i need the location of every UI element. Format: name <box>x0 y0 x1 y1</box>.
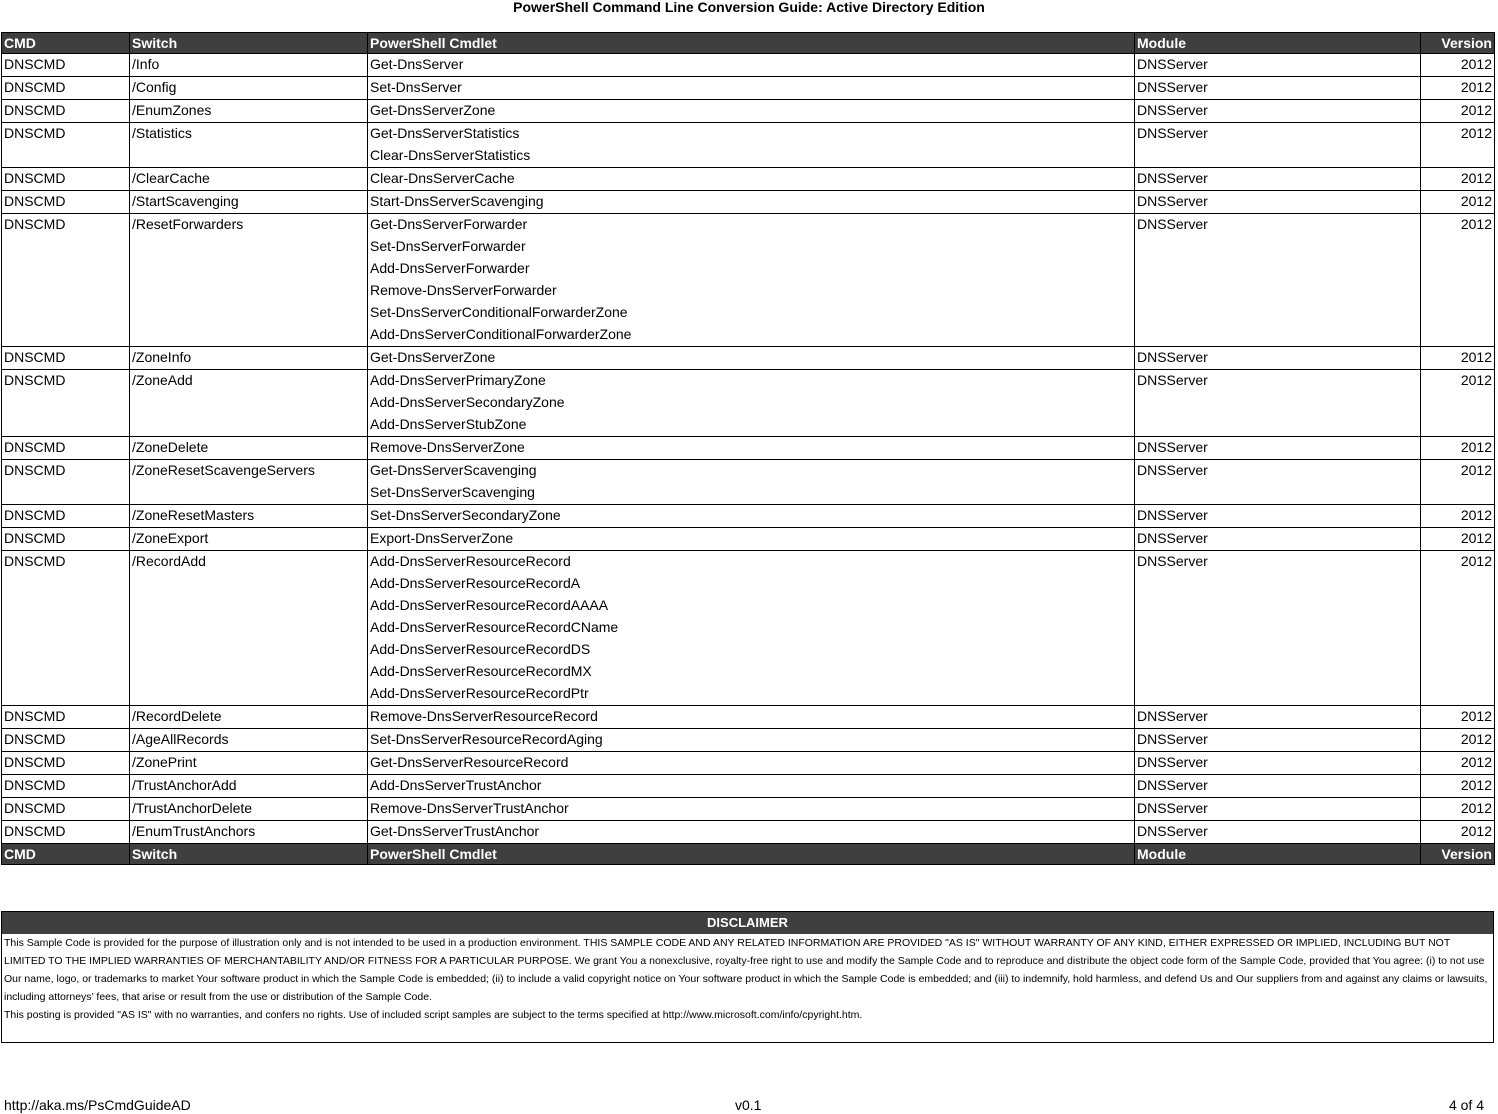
table-row <box>2 798 1495 821</box>
cell-switch: /ZoneInfo <box>130 347 368 370</box>
cell-switch: /EnumTrustAnchors <box>130 821 368 844</box>
cell-module: DNSServer <box>1135 168 1421 191</box>
cell-cmd: DNSCMD <box>2 437 130 460</box>
cell-cmdlets <box>368 460 1135 505</box>
footer-header-cmdlet: PowerShell Cmdlet <box>368 844 1135 865</box>
table-row <box>2 54 1495 77</box>
cell-cmd: DNSCMD <box>2 729 130 752</box>
cell-version: 2012 <box>1421 123 1495 168</box>
cell-version: 2012 <box>1421 370 1495 437</box>
footer-header-module: Module <box>1135 844 1421 865</box>
cell-module: DNSServer <box>1135 505 1421 528</box>
cell-cmdlets <box>368 54 1135 77</box>
cmdlet-name: Get-DnsServerForwarder <box>370 216 528 232</box>
cell-version: 2012 <box>1421 54 1495 77</box>
cell-cmdlets <box>368 528 1135 551</box>
cmdlet-name: Add-DnsServerResourceRecord <box>370 553 571 569</box>
table-row <box>2 505 1495 528</box>
cell-cmdlets <box>368 752 1135 775</box>
cell-version: 2012 <box>1421 77 1495 100</box>
cell-switch: /ClearCache <box>130 168 368 191</box>
cell-version: 2012 <box>1421 214 1495 347</box>
cell-switch: /ZonePrint <box>130 752 368 775</box>
cell-switch: /Info <box>130 54 368 77</box>
table-row <box>2 347 1495 370</box>
cell-cmdlets <box>368 821 1135 844</box>
cell-cmd: DNSCMD <box>2 798 130 821</box>
cmdlet-name: Add-DnsServerResourceRecordMX <box>370 663 592 679</box>
cmdlet-name: Add-DnsServerStubZone <box>370 416 527 432</box>
cell-version: 2012 <box>1421 100 1495 123</box>
cell-cmdlets <box>368 505 1135 528</box>
cell-switch: /RecordAdd <box>130 551 368 706</box>
command-table <box>1 32 1495 865</box>
cmdlet-name: Remove-DnsServerTrustAnchor <box>370 800 569 816</box>
table-row <box>2 706 1495 729</box>
footer-header-switch: Switch <box>130 844 368 865</box>
cell-switch: /RecordDelete <box>130 706 368 729</box>
cmdlet-name: Set-DnsServerScavenging <box>370 484 535 500</box>
cell-cmdlets <box>368 214 1135 347</box>
cmdlet-name: Get-DnsServerStatistics <box>370 125 520 141</box>
table-row <box>2 168 1495 191</box>
cell-version: 2012 <box>1421 798 1495 821</box>
cmdlet-name: Clear-DnsServerCache <box>370 170 515 186</box>
cmdlet-name: Export-DnsServerZone <box>370 530 514 546</box>
header-cmd: CMD <box>2 33 130 54</box>
cmdlet-name: Get-DnsServer <box>370 56 464 72</box>
footer-header-cmd: CMD <box>2 844 130 865</box>
table-row <box>2 77 1495 100</box>
cell-switch: /StartScavenging <box>130 191 368 214</box>
cell-version: 2012 <box>1421 752 1495 775</box>
cell-module: DNSServer <box>1135 54 1421 77</box>
footer-page-number: 4 of 4 <box>1448 1097 1484 1113</box>
cell-module: DNSServer <box>1135 706 1421 729</box>
cmdlet-name: Remove-DnsServerResourceRecord <box>370 708 598 724</box>
cmdlet-name: Set-DnsServerResourceRecordAging <box>370 731 603 747</box>
cell-module: DNSServer <box>1135 798 1421 821</box>
cell-cmd: DNSCMD <box>2 551 130 706</box>
cmdlet-name: Set-DnsServerSecondaryZone <box>370 507 561 523</box>
cmdlet-name: Get-DnsServerZone <box>370 349 496 365</box>
cmdlet-name: Add-DnsServerResourceRecordPtr <box>370 685 589 701</box>
cell-cmd: DNSCMD <box>2 752 130 775</box>
cell-switch: /TrustAnchorAdd <box>130 775 368 798</box>
cmdlet-name: Set-DnsServer <box>370 79 462 95</box>
cell-module: DNSServer <box>1135 214 1421 347</box>
cmdlet-name: Add-DnsServerForwarder <box>370 260 530 276</box>
table-row <box>2 775 1495 798</box>
cell-cmd: DNSCMD <box>2 821 130 844</box>
cell-switch: /Config <box>130 77 368 100</box>
table-row <box>2 729 1495 752</box>
cell-version: 2012 <box>1421 460 1495 505</box>
cell-switch: /ZoneAdd <box>130 370 368 437</box>
cmdlet-name: Add-DnsServerResourceRecordAAAA <box>370 597 609 613</box>
cell-switch: /TrustAnchorDelete <box>130 798 368 821</box>
cell-switch: /Statistics <box>130 123 368 168</box>
footer-header-version: Version <box>1421 844 1495 865</box>
cmdlet-name: Get-DnsServerTrustAnchor <box>370 823 540 839</box>
cell-version: 2012 <box>1421 191 1495 214</box>
cell-switch: /ResetForwarders <box>130 214 368 347</box>
cell-module: DNSServer <box>1135 77 1421 100</box>
cell-cmdlets <box>368 551 1135 706</box>
cmdlet-name: Set-DnsServerForwarder <box>370 238 526 254</box>
cell-cmdlets <box>368 370 1135 437</box>
header-version: Version <box>1421 33 1495 54</box>
cmdlet-name: Add-DnsServerPrimaryZone <box>370 372 546 388</box>
cmdlet-name: Add-DnsServerSecondaryZone <box>370 394 565 410</box>
cell-version: 2012 <box>1421 729 1495 752</box>
disclaimer-posting-text: This posting is provided "AS IS" with no warranties, and confers no rights. Use of included script samples are subject to the terms specified at http://www.microsoft.com/info/cpyright.htm. <box>4 1009 863 1021</box>
cmdlet-name: Add-DnsServerResourceRecordA <box>370 575 581 591</box>
cell-cmd: DNSCMD <box>2 168 130 191</box>
cell-cmd: DNSCMD <box>2 528 130 551</box>
footer-version: v0.1 <box>735 1097 762 1113</box>
cell-cmdlets <box>368 347 1135 370</box>
cell-module: DNSServer <box>1135 460 1421 505</box>
table-row <box>2 370 1495 437</box>
cmdlet-name: Get-DnsServerScavenging <box>370 462 537 478</box>
cmdlet-name: Remove-DnsServerZone <box>370 439 525 455</box>
cell-switch: /ZoneResetMasters <box>130 505 368 528</box>
cell-module: DNSServer <box>1135 347 1421 370</box>
disclaimer-text: This Sample Code is provided for the purpose of illustration only and is not intended to be used in a production environment. THIS SAMPLE CODE AND ANY RELATED INFORMATION ARE PROVIDED "AS IS" WITHOUT WARRANTY OF ANY KIND, EITHER EXPRESSED OR IMPLIED, INCLUDING BUT NOT LIMITED TO THE IMPLIED WARRANTIES OF MERCHANTABILITY AND/OR FITNESS FOR A PARTICULAR PURPOSE. We grant You a nonexclusive, royalty-free right to use and modify the Sample Code and to reproduce and distribute the object code form of the Sample Code, provided that You agree: (i) to not use Our name, logo, or trademarks to market Your software product in which the Sample Code is embedded; (ii) to include a valid copyright notice on Your software product in which the Sample Code is embedded; and (iii) to indemnify, hold harmless, and defend Us and Our suppliers from and against any claims or lawsuits, including attorneys’ fees, that arise or result from the use or distribution of the Sample Code. <box>4 937 1488 1003</box>
cell-version: 2012 <box>1421 775 1495 798</box>
cell-cmdlets <box>368 775 1135 798</box>
cell-version: 2012 <box>1421 347 1495 370</box>
cell-module: DNSServer <box>1135 100 1421 123</box>
cell-module: DNSServer <box>1135 729 1421 752</box>
cmdlet-name: Start-DnsServerScavenging <box>370 193 544 209</box>
header-module: Module <box>1135 33 1421 54</box>
table-row <box>2 191 1495 214</box>
cmdlet-name: Get-DnsServerResourceRecord <box>370 754 569 770</box>
table-header-row <box>2 33 1495 54</box>
page-footer <box>0 1096 1498 1114</box>
cell-switch: /AgeAllRecords <box>130 729 368 752</box>
cell-cmd: DNSCMD <box>2 191 130 214</box>
cmdlet-name: Add-DnsServerResourceRecordDS <box>370 641 591 657</box>
cell-cmd: DNSCMD <box>2 347 130 370</box>
header-cmdlet: PowerShell Cmdlet <box>368 33 1135 54</box>
disclaimer-heading: DISCLAIMER <box>2 912 1493 934</box>
cell-cmdlets <box>368 437 1135 460</box>
cell-cmdlets <box>368 123 1135 168</box>
table-row <box>2 123 1495 168</box>
cmdlet-name: Add-DnsServerResourceRecordCName <box>370 619 619 635</box>
cell-version: 2012 <box>1421 821 1495 844</box>
cell-version: 2012 <box>1421 168 1495 191</box>
cell-module: DNSServer <box>1135 191 1421 214</box>
cell-cmdlets <box>368 77 1135 100</box>
cell-module: DNSServer <box>1135 551 1421 706</box>
cell-cmdlets <box>368 100 1135 123</box>
table-row <box>2 437 1495 460</box>
cmdlet-name: Get-DnsServerZone <box>370 102 496 118</box>
cell-switch: /ZoneDelete <box>130 437 368 460</box>
cell-module: DNSServer <box>1135 370 1421 437</box>
cell-cmdlets <box>368 706 1135 729</box>
cmdlet-name: Add-DnsServerTrustAnchor <box>370 777 542 793</box>
cell-switch: /ZoneResetScavengeServers <box>130 460 368 505</box>
cmdlet-name: Clear-DnsServerStatistics <box>370 147 531 163</box>
table-row <box>2 752 1495 775</box>
cmdlet-name: Set-DnsServerConditionalForwarderZone <box>370 304 628 320</box>
cell-cmd: DNSCMD <box>2 775 130 798</box>
cell-module: DNSServer <box>1135 752 1421 775</box>
table-row <box>2 551 1495 706</box>
table-row <box>2 100 1495 123</box>
cell-module: DNSServer <box>1135 821 1421 844</box>
table-row <box>2 821 1495 844</box>
cell-version: 2012 <box>1421 437 1495 460</box>
cell-cmd: DNSCMD <box>2 100 130 123</box>
cell-cmd: DNSCMD <box>2 706 130 729</box>
cell-version: 2012 <box>1421 706 1495 729</box>
footer-url: http://aka.ms/PsCmdGuideAD <box>4 1097 191 1113</box>
cell-version: 2012 <box>1421 505 1495 528</box>
table-row <box>2 214 1495 347</box>
cell-switch: /ZoneExport <box>130 528 368 551</box>
header-switch: Switch <box>130 33 368 54</box>
cell-cmd: DNSCMD <box>2 123 130 168</box>
cell-version: 2012 <box>1421 551 1495 706</box>
cell-cmdlets <box>368 729 1135 752</box>
cmdlet-name: Remove-DnsServerForwarder <box>370 282 557 298</box>
cell-module: DNSServer <box>1135 437 1421 460</box>
page-title: PowerShell Command Line Conversion Guide: Active Directory Edition <box>513 0 985 15</box>
cell-module: DNSServer <box>1135 528 1421 551</box>
cell-cmd: DNSCMD <box>2 460 130 505</box>
cell-cmd: DNSCMD <box>2 214 130 347</box>
cell-switch: /EnumZones <box>130 100 368 123</box>
cmdlet-name: Add-DnsServerConditionalForwarderZone <box>370 326 632 342</box>
cell-cmd: DNSCMD <box>2 77 130 100</box>
cell-module: DNSServer <box>1135 775 1421 798</box>
cell-version: 2012 <box>1421 528 1495 551</box>
cell-cmd: DNSCMD <box>2 54 130 77</box>
cell-cmd: DNSCMD <box>2 370 130 437</box>
cell-module: DNSServer <box>1135 123 1421 168</box>
cell-cmdlets <box>368 191 1135 214</box>
table-row <box>2 528 1495 551</box>
cell-cmd: DNSCMD <box>2 505 130 528</box>
cell-cmdlets <box>368 168 1135 191</box>
cell-cmdlets <box>368 798 1135 821</box>
table-footer-header-row <box>2 844 1495 865</box>
disclaimer-box <box>1 911 1494 1043</box>
table-row <box>2 460 1495 505</box>
